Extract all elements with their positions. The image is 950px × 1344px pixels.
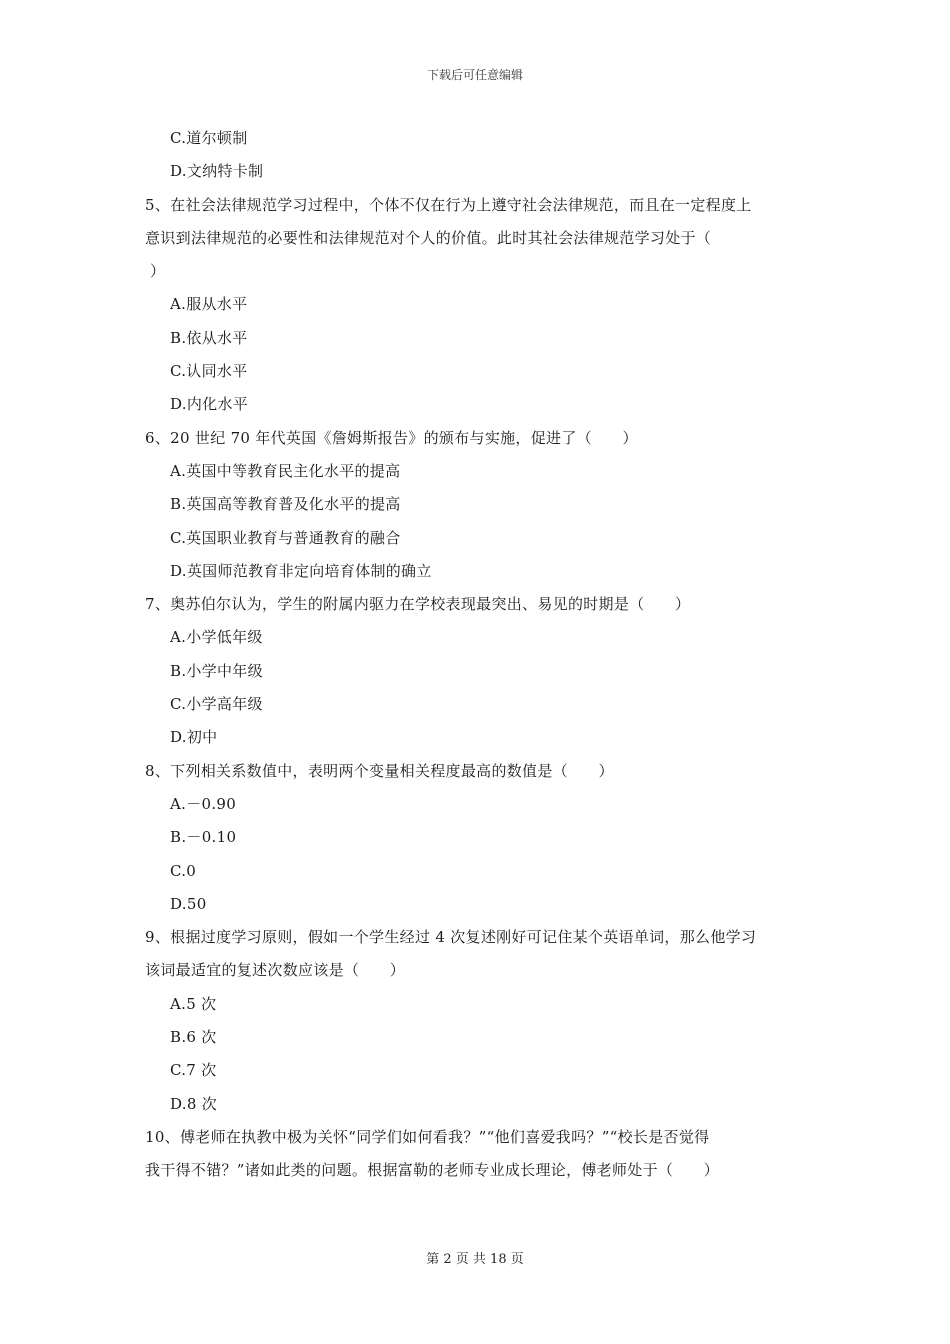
question-7-stem: 7、奥苏伯尔认为，学生的附属内驱力在学校表现最突出、易见的时期是（ ） [145, 595, 691, 614]
question-8-option-a: A.－0.90 [170, 794, 237, 813]
question-6-option-b: B.英国高等教育普及化水平的提高 [170, 495, 401, 514]
document-body [145, 122, 810, 1188]
question-6-option-a: A.英国中等教育民主化水平的提高 [170, 461, 401, 480]
question-10-stem-line2: 我干得不错？”诸如此类的问题。根据富勒的老师专业成长理论，傅老师处于（ ） [145, 1161, 720, 1180]
question-9-option-d: D.8 次 [170, 1094, 218, 1113]
question-9-option-c: C.7 次 [170, 1061, 217, 1080]
question-8-option-d: D.50 [170, 894, 207, 913]
option-d-prev: D.文纳特卡制 [170, 162, 264, 181]
question-8-option-b: B.－0.10 [170, 828, 237, 847]
question-9-option-b: B.6 次 [170, 1028, 217, 1047]
question-6-stem: 6、20 世纪 70 年代英国《詹姆斯报告》的颁布与实施，促进了（ ） [145, 428, 638, 447]
question-10-stem-line1: 10、傅老师在执教中极为关怀“同学们如何看我？”“他们喜爱我吗？”“校长是否觉得 [145, 1127, 710, 1146]
question-5-option-a: A.服从水平 [170, 295, 248, 314]
question-9-stem-line1: 9、根据过度学习原则，假如一个学生经过 4 次复述刚好可记住某个英语单词，那么他学习 [145, 928, 757, 947]
question-5-stem-line3: ） [150, 262, 166, 281]
question-7-option-c: C.小学高年级 [170, 695, 263, 714]
question-5-option-d: D.内化水平 [170, 395, 249, 414]
question-7-option-d: D.初中 [170, 728, 218, 747]
question-8-stem: 8、下列相关系数值中，表明两个变量相关程度最高的数值是（ ） [145, 761, 614, 780]
question-9-stem-line2: 该词最适宜的复述次数应该是（ ） [145, 961, 406, 980]
page-header: 下载后可任意编辑 [426, 68, 523, 82]
question-6-option-c: C.英国职业教育与普通教育的融合 [170, 528, 401, 547]
question-5-option-b: B.依从水平 [170, 328, 248, 347]
question-7-option-b: B.小学中年级 [170, 661, 263, 680]
page-footer: 第 2 页 共 18 页 [426, 1252, 524, 1267]
question-5-option-c: C.认同水平 [170, 362, 248, 381]
question-5-stem-line1: 5、在社会法律规范学习过程中，个体不仅在行为上遵守社会法律规范，而且在一定程度上 [145, 195, 752, 214]
question-8-option-c: C.0 [170, 861, 197, 880]
question-9-option-a: A.5 次 [170, 994, 217, 1013]
question-6-option-d: D.英国师范教育非定向培育体制的确立 [170, 561, 432, 580]
question-5-stem-line2: 意识到法律规范的必要性和法律规范对个人的价值。此时其社会法律规范学习处于（ [145, 228, 712, 247]
option-c-prev: C.道尔顿制 [170, 129, 248, 147]
question-7-option-a: A.小学低年级 [170, 628, 263, 647]
